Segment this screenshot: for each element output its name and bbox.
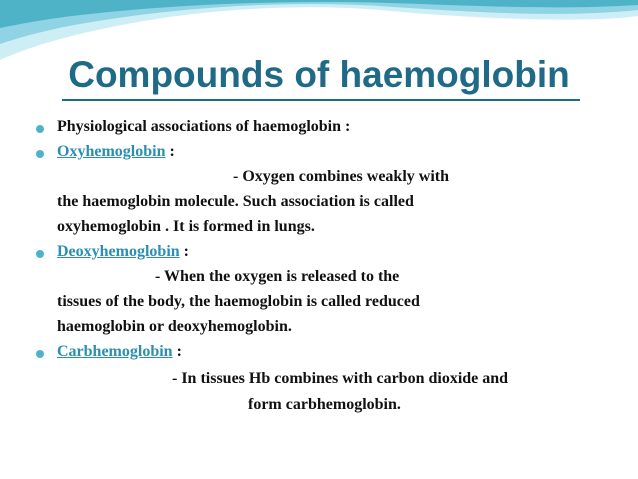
slide-title: Compounds of haemoglobin [68, 54, 570, 95]
description-line: - In tissues Hb combines with carbon dioxide and [172, 370, 509, 387]
bullet-dot [36, 150, 44, 158]
description-line: form carbhemoglobin. [248, 396, 401, 413]
description-line: oxyhemoglobin . It is formed in lungs. [57, 218, 315, 235]
term-colon: : [172, 343, 182, 360]
description-line: tissues of the body, the haemoglobin is called reduced [57, 293, 420, 310]
term-deoxyhemoglobin: Deoxyhemoglobin [57, 243, 180, 260]
term-carbhemoglobin: Carbhemoglobin [57, 343, 173, 360]
description-line: haemoglobin or deoxyhemoglobin. [57, 318, 292, 335]
description-line: the haemoglobin molecule. Such association is called [57, 193, 414, 210]
term-line [57, 143, 175, 161]
term-line [57, 243, 189, 261]
term-line [57, 343, 182, 361]
term-colon: : [165, 143, 175, 160]
description-line: - Oxygen combines weakly with [233, 168, 449, 185]
bullet-dot [36, 250, 44, 258]
bullet-text: Physiological associations of haemoglobin : [57, 118, 351, 135]
term-colon: : [179, 243, 189, 260]
bullet-dot [36, 350, 44, 358]
term-oxyhemoglobin: Oxyhemoglobin [57, 143, 166, 160]
bullet-dot [36, 125, 44, 133]
description-line: - When the oxygen is released to the [155, 268, 400, 285]
